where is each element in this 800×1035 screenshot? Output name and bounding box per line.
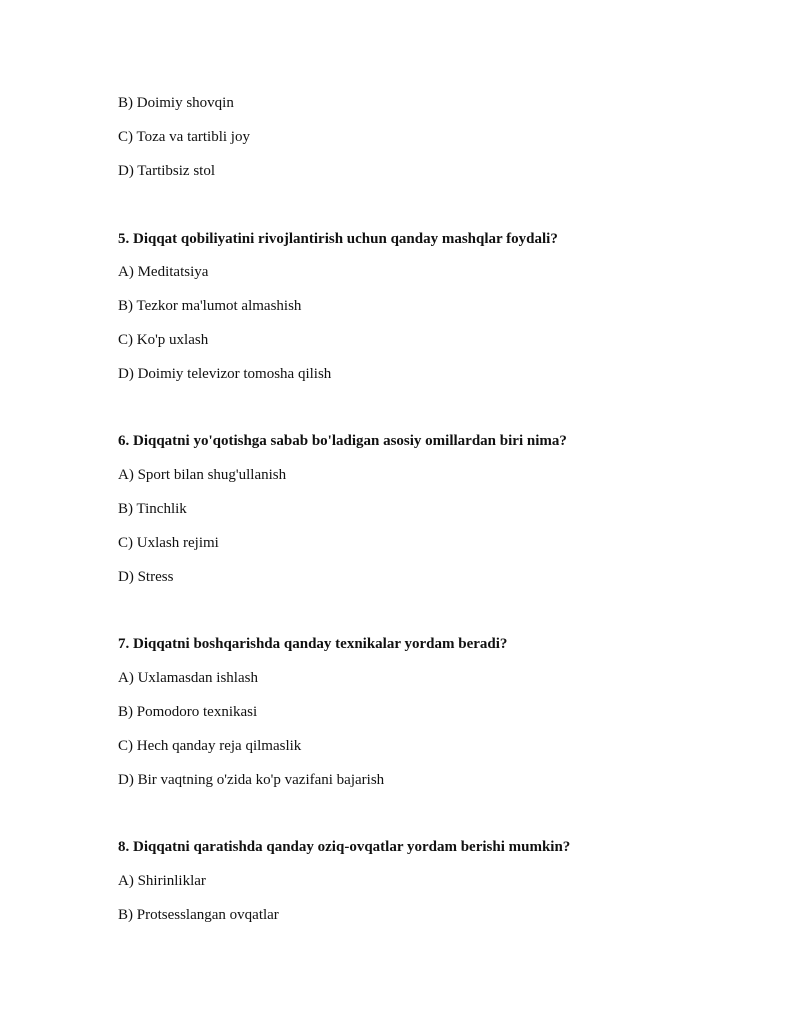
option-b: B) Doimiy shovqin	[118, 95, 234, 111]
option-c: C) Hech qanday reja qilmaslik	[118, 738, 302, 754]
option-d: D) Doimiy televizor tomosha qilish	[118, 366, 332, 382]
option-c: C) Uxlash rejimi	[118, 535, 219, 551]
option-b: B) Protsesslangan ovqatlar	[118, 907, 279, 923]
option-d: D) Stress	[118, 569, 174, 585]
option-d: D) Bir vaqtning o'zida ko'p vazifani bajarish	[118, 772, 385, 788]
question-5: 5. Diqqat qobiliyatini rivojlantirish uchun qanday mashqlar foydali?	[118, 231, 558, 247]
option-b: B) Tezkor ma'lumot almashish	[118, 298, 302, 314]
option-c: C) Toza va tartibli joy	[118, 129, 250, 145]
option-b: B) Tinchlik	[118, 501, 187, 517]
question-7: 7. Diqqatni boshqarishda qanday texnikalar yordam beradi?	[118, 636, 508, 652]
option-c: C) Ko'p uxlash	[118, 332, 209, 348]
option-a: A) Meditatsiya	[118, 264, 209, 280]
option-a: A) Uxlamasdan ishlash	[118, 670, 258, 686]
option-a: A) Shirinliklar	[118, 873, 206, 889]
option-a: A) Sport bilan shug'ullanish	[118, 467, 287, 483]
question-8: 8. Diqqatni qaratishda qanday oziq-ovqatlar yordam berishi mumkin?	[118, 839, 571, 855]
option-b: B) Pomodoro texnikasi	[118, 704, 258, 720]
option-d: D) Tartibsiz stol	[118, 163, 215, 179]
question-6: 6. Diqqatni yo'qotishga sabab bo'ladigan asosiy omillardan biri nima?	[118, 433, 567, 449]
